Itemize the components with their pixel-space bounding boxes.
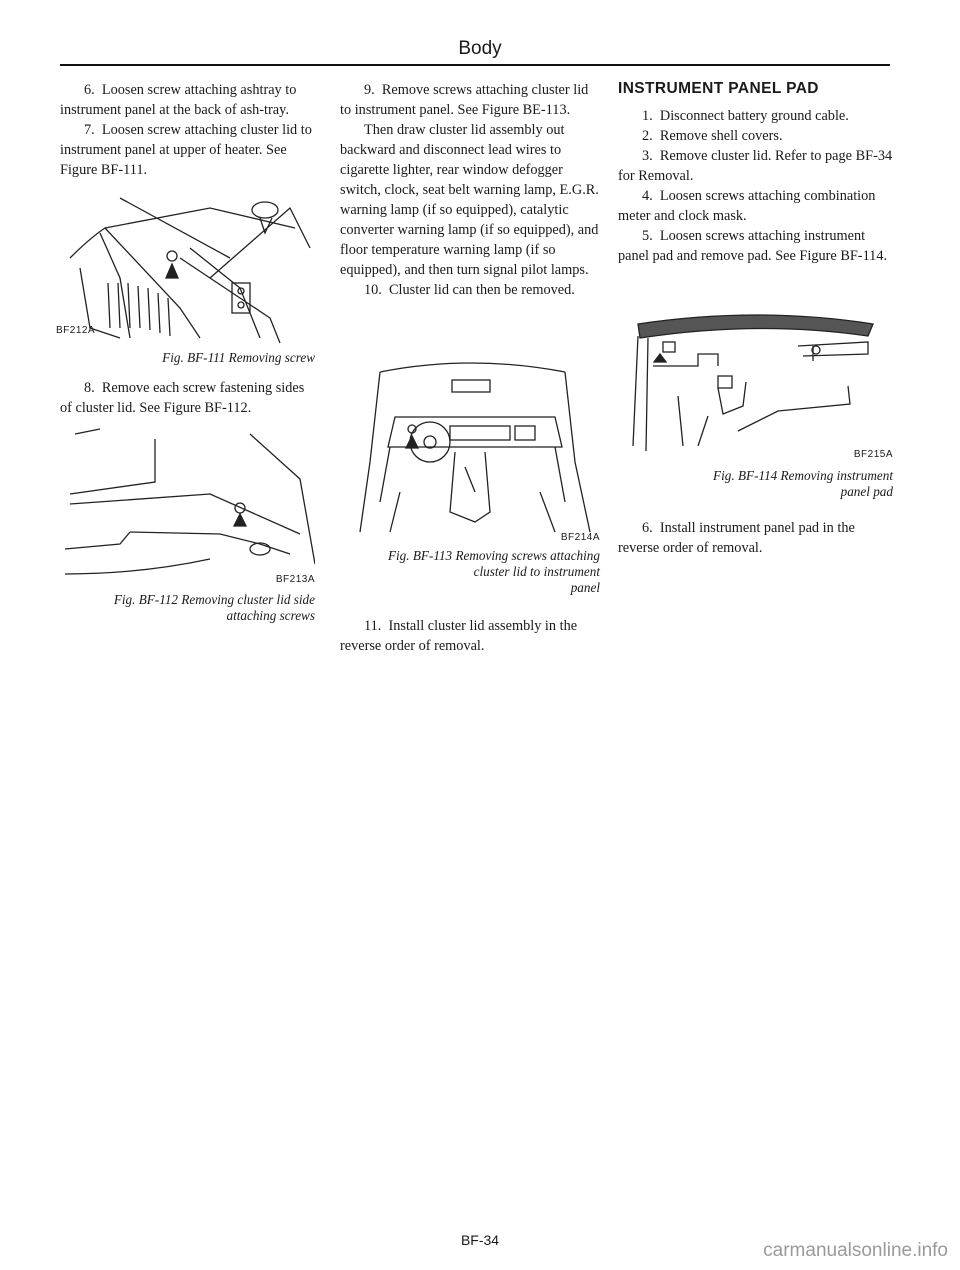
step-10-text: 10. Cluster lid can then be removed. [364,282,575,298]
step-8-text: 8. Remove each screw fastening sides of cluster lid. See Figure BF-112. [60,380,305,416]
figure-bf-111 [56,188,315,348]
figure-bf-111-caption: Fig. BF-111 Removing screw [162,350,315,365]
figure-bf-113-id: BF214A [560,532,600,543]
page-number: BF-34 [460,1232,500,1248]
figure-bf-113 [340,352,600,543]
pad-step-2-text: 2. Remove shell covers. [642,128,783,144]
figure-bf-114-id: BF215A [853,449,893,460]
page-header: Body [458,38,502,59]
step-7-text: 7. Loosen screw attaching cluster lid to instrument panel at upper of heater. See Figure BF-111. [60,122,312,178]
figure-bf-114 [618,306,893,460]
pad-step-5-text: 5. Loosen screws attaching instrument panel pad and remove pad. See Figure BF-114. [618,228,888,264]
step-9-continued-text: Then draw cluster lid assembly out backward and disconnect lead wires to cigarette lighter, rear window defogger switch, clock, seat belt warning lamp, E.G.R. warning lamp (if so equipped), catalytic converter warning lamp (if so equipped), and floor temperature warning lamp (if so equipped), and then turn signal pilot lamps. [340,122,599,278]
figure-bf-111-id: BF212A [56,325,96,336]
figure-bf-113-caption-line-2: cluster lid to instrument [473,564,600,579]
figure-bf-114-caption-line-2: panel pad [840,484,893,499]
step-11-text: 11. Install cluster lid assembly in the reverse order of removal. [340,618,578,654]
figure-bf-113-caption-line-1: Fig. BF-113 Removing screws attaching [387,548,600,563]
step-6-text: 6. Loosen screw attaching ashtray to instrument panel at the back of ash-tray. [60,82,297,118]
figure-bf-114-caption-line-1: Fig. BF-114 Removing instrument [713,468,893,483]
column-left [56,80,315,624]
figure-bf-112-caption-line-2: attaching screws [226,608,315,623]
column-middle [340,80,600,656]
pad-step-4-text: 4. Loosen screws attaching combination meter and clock mask. [618,188,876,224]
figure-bf-112-drawing [60,424,315,582]
figure-bf-113-caption-line-3: panel [570,580,600,595]
figure-bf-114-drawing [618,306,893,456]
step-9-text: 9. Remove screws attaching cluster lid to instrument panel. See Figure BE-113. [340,82,589,118]
section-heading: INSTRUMENT PANEL PAD [618,80,819,97]
figure-bf-113-drawing [340,352,600,538]
figure-bf-112-id: BF213A [275,574,315,585]
pad-step-3-text: 3. Remove cluster lid. Refer to page BF-34 for Removal. [618,148,893,184]
watermark-text: carmanualsonline.info [763,1240,948,1261]
figure-bf-112-caption-line-1: Fig. BF-112 Removing cluster lid side [113,592,315,607]
figure-bf-112 [60,424,315,585]
pad-step-1-text: 1. Disconnect battery ground cable. [642,108,849,124]
column-right [618,80,893,558]
pad-step-6-text: 6. Install instrument panel pad in the reverse order of removal. [618,520,855,556]
figure-bf-111-drawing [60,188,315,348]
header-rule [60,64,890,66]
